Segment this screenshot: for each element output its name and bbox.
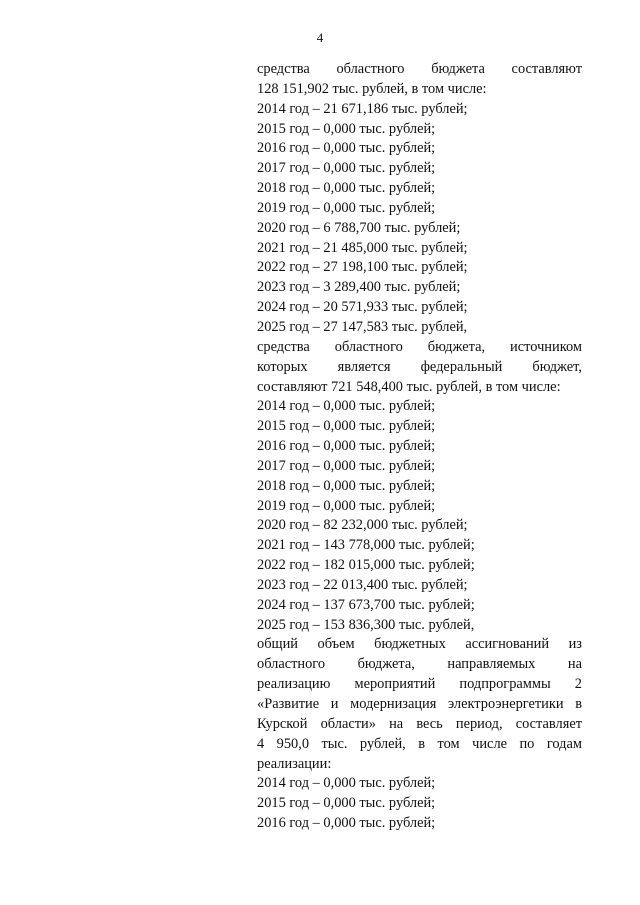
text-line: 2015 год – 0,000 тыс. рублей;	[257, 418, 436, 435]
text-line: 2025 год – 27 147,583 тыс. рублей,	[257, 318, 468, 335]
text-line: 2014 год – 21 671,186 тыс. рублей;	[257, 100, 468, 117]
text-line: 2014 год – 0,000 тыс. рублей;	[257, 398, 436, 415]
text-line: 2020 год – 82 232,000 тыс. рублей;	[257, 517, 468, 534]
text-line: 2018 год – 0,000 тыс. рублей;	[257, 180, 436, 197]
text-line: 2014 год – 0,000 тыс. рублей;	[257, 775, 436, 792]
text-line: составляют 721 548,400 тыс. рублей, в том числе:	[257, 378, 561, 395]
text-line: 2022 год – 182 015,000 тыс. рублей;	[257, 557, 475, 574]
text-line: 2017 год – 0,000 тыс. рублей;	[257, 457, 436, 474]
text-line: областного бюджета, направляемых на	[257, 656, 582, 673]
text-line: «Развитие и модернизация электроэнергетики в	[257, 696, 582, 712]
text-line: 2025 год – 153 836,300 тыс. рублей,	[257, 616, 475, 633]
text-line: 2022 год – 27 198,100 тыс. рублей;	[257, 259, 468, 276]
text-line: 2024 год – 20 571,933 тыс. рублей;	[257, 299, 468, 316]
text-line: средства областного бюджета составляют	[257, 61, 582, 77]
text-line: 4 950,0 тыс. рублей, в том числе по годам	[257, 735, 582, 752]
document-body	[257, 60, 582, 834]
text-line: общий объем бюджетных ассигнований из	[257, 636, 582, 653]
text-line: средства областного бюджета, источником	[257, 338, 582, 355]
text-line: 2021 год – 21 485,000 тыс. рублей;	[257, 239, 468, 256]
text-line: 2016 год – 0,000 тыс. рублей;	[257, 140, 436, 157]
text-line: 2019 год – 0,000 тыс. рублей;	[257, 497, 436, 514]
text-line: 2024 год – 137 673,700 тыс. рублей;	[257, 596, 475, 613]
text-line: 2018 год – 0,000 тыс. рублей;	[257, 477, 436, 494]
text-line: 2019 год – 0,000 тыс. рублей;	[257, 199, 436, 216]
text-line: которых является федеральный бюджет,	[257, 358, 582, 375]
text-line: 2021 год – 143 778,000 тыс. рублей;	[257, 537, 475, 554]
text-line: 128 151,902 тыс. рублей, в том числе:	[257, 80, 487, 97]
text-line: реализацию мероприятий подпрограммы 2	[257, 676, 582, 693]
text-line: 2016 год – 0,000 тыс. рублей;	[257, 438, 436, 455]
text-line: 2023 год – 22 013,400 тыс. рублей;	[257, 576, 468, 593]
text-line: Курской области» на весь период, составляет	[257, 715, 582, 732]
text-line: 2020 год – 6 788,700 тыс. рублей;	[257, 219, 461, 236]
page-number: 4	[316, 30, 324, 45]
text-line: 2023 год – 3 289,400 тыс. рублей;	[257, 279, 461, 296]
text-line: 2016 год – 0,000 тыс. рублей;	[257, 815, 436, 832]
text-line: 2017 год – 0,000 тыс. рублей;	[257, 160, 436, 177]
text-line: 2015 год – 0,000 тыс. рублей;	[257, 120, 436, 137]
text-line: реализации:	[257, 755, 332, 772]
text-line: 2015 год – 0,000 тыс. рублей;	[257, 795, 436, 812]
